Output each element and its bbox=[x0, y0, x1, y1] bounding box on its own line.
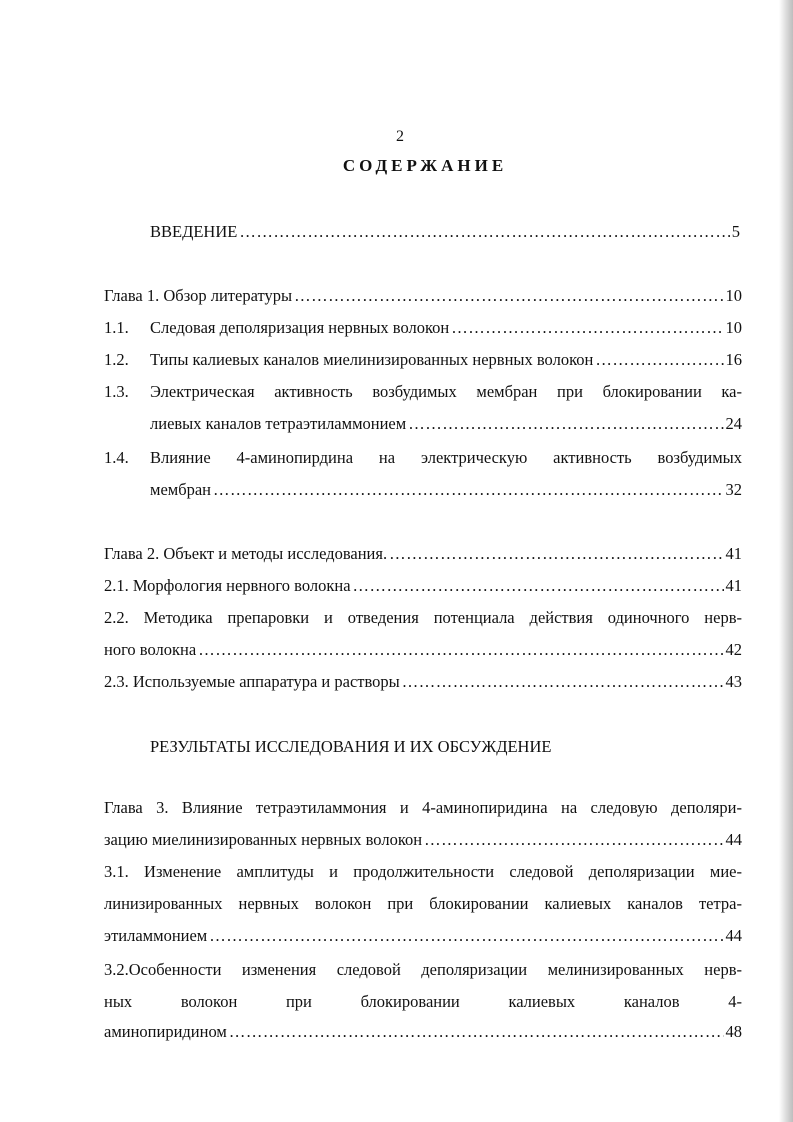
toc-entry-2-2-line1[interactable]: 2.2. Методика препаровки и отведения потенциала действия одиночного нерв- bbox=[104, 608, 742, 627]
toc-entry-intro[interactable] bbox=[150, 222, 740, 242]
toc-entry-page: 32 bbox=[725, 480, 742, 499]
toc-entry-title: этиламмонием bbox=[104, 926, 208, 945]
leader-dots bbox=[294, 286, 723, 306]
toc-entry-title: ВВЕДЕНИЕ bbox=[150, 222, 238, 241]
word: 4- bbox=[728, 992, 742, 1011]
toc-entry-2-2-line2[interactable] bbox=[104, 640, 742, 660]
word: каналов bbox=[623, 992, 680, 1011]
toc-entry-number: 1.4. bbox=[104, 448, 129, 467]
toc-entry-page: 41 bbox=[725, 544, 742, 563]
toc-entry-page: 24 bbox=[725, 414, 742, 433]
toc-entry-title: 2.3. Используемые аппаратура и растворы bbox=[104, 672, 400, 691]
leader-dots bbox=[209, 926, 723, 946]
toc-entry-3-2-line2[interactable] bbox=[104, 992, 742, 1012]
leader-dots bbox=[595, 350, 723, 370]
results-section-title: РЕЗУЛЬТАТЫ ИССЛЕДОВАНИЯ И ИХ ОБСУЖДЕНИЕ bbox=[150, 737, 552, 756]
scan-edge-shadow bbox=[779, 0, 793, 1122]
word: блокировании bbox=[360, 992, 460, 1011]
toc-entry-3-1-line1[interactable]: 3.1. Изменение амплитуды и продолжительности следовой деполяризации мие- bbox=[104, 862, 742, 881]
toc-entry-title: Глава 2. Объект и методы исследования. bbox=[104, 544, 388, 563]
toc-entry-1-2[interactable] bbox=[104, 350, 742, 370]
leader-dots bbox=[424, 830, 723, 850]
word: волокон bbox=[180, 992, 238, 1011]
leader-dots bbox=[402, 672, 724, 692]
toc-entry-title: 2.1. Морфология нервного волокна bbox=[104, 576, 351, 595]
word: при bbox=[285, 992, 312, 1011]
toc-heading: СОДЕРЖАНИЕ bbox=[342, 156, 508, 175]
leader-dots bbox=[198, 640, 723, 660]
toc-entry-title: мембран bbox=[150, 480, 212, 499]
toc-entry-title: Глава 1. Обзор литературы bbox=[104, 286, 293, 305]
leader-dots bbox=[389, 544, 723, 564]
toc-entry-page: 5 bbox=[731, 222, 740, 241]
toc-entry-2-1[interactable] bbox=[104, 576, 742, 596]
toc-entry-page: 10 bbox=[725, 286, 742, 305]
toc-entry-1-4-line1[interactable]: Влияние 4-аминопирдина на электрическую активность возбудимых bbox=[150, 448, 742, 467]
toc-entry-1-4-line2[interactable] bbox=[150, 480, 742, 500]
leader-dots bbox=[451, 318, 723, 338]
leader-dots bbox=[408, 414, 723, 434]
toc-entry-chapter3-line1[interactable]: Глава 3. Влияние тетраэтиламмония и 4-аминопиридина на следовую деполяри- bbox=[104, 798, 742, 817]
toc-entry-title: ного волокна bbox=[104, 640, 197, 659]
leader-dots bbox=[353, 576, 724, 596]
leader-dots bbox=[213, 480, 723, 500]
toc-entry-title: лиевых каналов тетраэтиламмонием bbox=[150, 414, 407, 433]
toc-entry-number: 1.1. bbox=[104, 318, 129, 337]
toc-entry-2-3[interactable] bbox=[104, 672, 742, 692]
toc-entry-page: 16 bbox=[725, 350, 742, 369]
toc-entry-title: Следовая деполяризация нервных волокон bbox=[150, 318, 450, 337]
toc-entry-1-3-line1[interactable]: Электрическая активность возбудимых мембран при блокировании ка- bbox=[150, 382, 742, 401]
toc-entry-page: 44 bbox=[725, 830, 742, 849]
toc-entry-1-1[interactable] bbox=[104, 318, 742, 338]
toc-entry-number: 1.2. bbox=[104, 350, 129, 369]
toc-entry-chapter3-line2[interactable] bbox=[104, 830, 742, 850]
toc-entry-chapter1[interactable] bbox=[104, 286, 742, 306]
toc-entry-page: 48 bbox=[725, 1022, 742, 1041]
word: калиевых bbox=[508, 992, 576, 1011]
word: ных bbox=[104, 992, 133, 1011]
toc-entry-page: 44 bbox=[725, 926, 742, 945]
toc-entry-page: 10 bbox=[725, 318, 742, 337]
toc-entry-3-1-line2[interactable]: линизированных нервных волокон при блокировании калиевых каналов тетра- bbox=[104, 894, 742, 913]
toc-entry-1-3-line2[interactable] bbox=[150, 414, 742, 434]
toc-entry-chapter2[interactable] bbox=[104, 544, 742, 564]
toc-entry-page: 43 bbox=[725, 672, 742, 691]
toc-entry-title: зацию миелинизированных нервных волокон bbox=[104, 830, 423, 849]
toc-entry-number: 1.3. bbox=[104, 382, 129, 401]
toc-entry-title: Типы калиевых каналов миелинизированных нервных волокон bbox=[150, 350, 594, 369]
toc-entry-title: аминопиридином bbox=[104, 1022, 227, 1041]
toc-entry-3-1-line3[interactable] bbox=[104, 926, 742, 946]
leader-dots bbox=[229, 1022, 724, 1042]
toc-entry-3-2-line3[interactable] bbox=[104, 1022, 742, 1042]
toc-entry-page: 41 bbox=[725, 576, 742, 595]
page-number: 2 bbox=[396, 128, 404, 145]
leader-dots bbox=[239, 222, 729, 242]
toc-entry-3-2-line1[interactable]: 3.2.Особенности изменения следовой деполяризации мелинизированных нерв- bbox=[104, 960, 742, 979]
toc-entry-page: 42 bbox=[725, 640, 742, 659]
